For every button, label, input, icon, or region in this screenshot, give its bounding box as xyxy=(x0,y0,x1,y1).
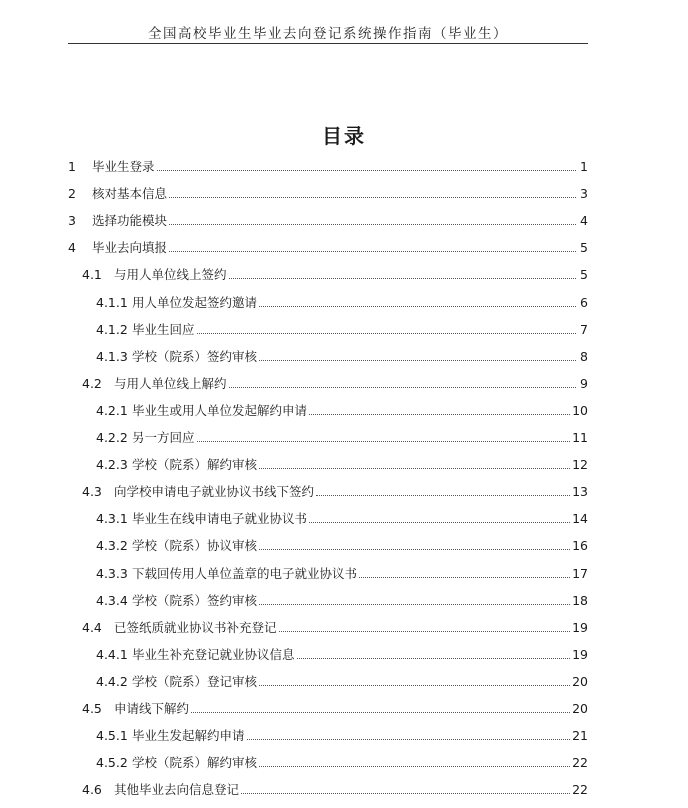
toc-entry-number: 4 xyxy=(68,240,76,256)
toc-entry-title: 下载回传用人单位盖章的电子就业协议书 xyxy=(132,565,358,581)
toc-entry-page: 21 xyxy=(572,728,588,744)
toc-entry-title: 另一方回应 xyxy=(132,430,195,445)
toc-entry[interactable] xyxy=(68,238,588,256)
toc-entry[interactable] xyxy=(68,211,588,229)
toc-entry-page: 1 xyxy=(580,159,588,174)
toc-entry-number: 4.1.2 xyxy=(96,321,128,337)
toc-leader-dots xyxy=(169,251,576,252)
toc-entry[interactable] xyxy=(96,753,588,771)
toc-leader-dots xyxy=(297,658,571,659)
toc-entry-number: 4.6 xyxy=(82,782,102,798)
toc-leader-dots xyxy=(191,712,570,713)
toc-entry[interactable] xyxy=(96,591,588,609)
toc-leader-dots xyxy=(169,224,576,225)
toc-entry-title: 毕业去向填报 xyxy=(92,240,168,256)
toc-entry-title: 学校（院系）登记审核 xyxy=(132,673,258,689)
toc-entry-title: 毕业生在线申请电子就业协议书 xyxy=(132,511,308,527)
toc-entry-number: 4.1.3 xyxy=(96,348,128,364)
toc-entry-page: 4 xyxy=(580,213,588,229)
toc-entry-page: 5 xyxy=(580,267,588,283)
toc-entry-number: 3 xyxy=(68,213,76,229)
toc-entry-number: 4.3 xyxy=(82,484,102,500)
toc-entry-number: 4.4.2 xyxy=(96,673,128,689)
toc-entry-title: 毕业生发起解约申请 xyxy=(132,728,245,744)
toc-entry[interactable] xyxy=(82,374,588,392)
running-header: 全国高校毕业生毕业去向登记系统操作指南（毕业生） xyxy=(148,26,508,42)
toc-entry[interactable] xyxy=(96,726,588,744)
toc-entry-page: 19 xyxy=(572,619,588,635)
toc-leader-dots xyxy=(359,577,570,578)
toc-entry-number: 4.3.3 xyxy=(96,565,128,581)
toc-entry[interactable] xyxy=(68,157,588,175)
toc-entry-number: 4.5 xyxy=(82,701,102,716)
toc-entry-page: 13 xyxy=(572,484,588,500)
toc-entry-title: 学校（院系）解约审核 xyxy=(132,755,258,771)
toc-entry-number: 4.3.1 xyxy=(96,511,128,527)
toc-entry-page: 22 xyxy=(572,782,588,798)
toc-entry-number: 4.4.1 xyxy=(96,646,128,662)
toc-leader-dots xyxy=(259,360,576,361)
toc-entry[interactable] xyxy=(96,401,588,419)
toc-entry-page: 5 xyxy=(580,240,588,256)
toc-leader-dots xyxy=(259,549,570,550)
toc-entry[interactable] xyxy=(82,699,588,717)
toc-leader-dots xyxy=(259,685,570,686)
toc-entry-page: 9 xyxy=(580,375,588,391)
toc-entry-title: 已签纸质就业协议书补充登记 xyxy=(114,619,277,635)
toc-entry-number: 2 xyxy=(68,186,76,202)
toc-entry[interactable] xyxy=(96,536,588,554)
toc-entry-page: 19 xyxy=(572,646,588,662)
toc-entry-title: 申请线下解约 xyxy=(114,701,190,716)
toc-entry[interactable] xyxy=(96,564,588,582)
toc-entry[interactable] xyxy=(82,618,588,636)
toc-entry-number: 4.2.1 xyxy=(96,402,128,418)
toc-entry-title: 学校（院系）签约审核 xyxy=(132,348,258,364)
toc-entry-title: 与用人单位线上签约 xyxy=(114,267,227,283)
toc-entry-page: 18 xyxy=(572,592,588,608)
toc-leader-dots xyxy=(316,495,570,496)
toc-entry-page: 20 xyxy=(572,701,588,716)
toc-entry-number: 4.2 xyxy=(82,375,102,391)
toc-entry-page: 3 xyxy=(580,186,588,202)
toc-leader-dots xyxy=(157,170,576,171)
toc-entry-page: 10 xyxy=(572,402,588,418)
toc-entry-page: 22 xyxy=(572,755,588,771)
toc-entry-number: 4.5.2 xyxy=(96,755,128,771)
toc-leader-dots xyxy=(259,306,576,307)
toc-entry-title: 毕业生或用人单位发起解约申请 xyxy=(132,402,308,418)
toc-entry-page: 17 xyxy=(572,565,588,581)
toc-entry-title: 毕业生补充登记就业协议信息 xyxy=(132,646,295,662)
toc-entry-number: 4.4 xyxy=(82,619,102,635)
toc-leader-dots xyxy=(229,387,576,388)
toc-entry[interactable] xyxy=(96,645,588,663)
toc-leader-dots xyxy=(259,766,570,767)
toc-entry-page: 20 xyxy=(572,673,588,689)
toc-entry[interactable] xyxy=(96,509,588,527)
toc-entry-title: 学校（院系）签约审核 xyxy=(132,592,258,608)
toc-entry-title: 用人单位发起签约邀请 xyxy=(132,294,258,310)
toc-title: 目录 xyxy=(322,124,366,148)
toc-leader-dots xyxy=(309,522,570,523)
toc-entry-title: 毕业生回应 xyxy=(132,321,195,337)
toc-entry-title: 学校（院系）解约审核 xyxy=(132,457,258,473)
toc-leader-dots xyxy=(279,631,571,632)
toc-entry[interactable] xyxy=(96,672,588,690)
toc-entry-title: 毕业生登录 xyxy=(92,159,155,174)
toc-entry-page: 6 xyxy=(580,294,588,310)
toc-entry-number: 1 xyxy=(68,159,76,174)
toc-entry-title: 核对基本信息 xyxy=(92,186,168,202)
toc-entry-number: 4.3.2 xyxy=(96,538,128,554)
toc-entry-number: 4.1.1 xyxy=(96,294,128,310)
toc-entry-page: 12 xyxy=(572,457,588,473)
toc-entry[interactable] xyxy=(82,780,588,798)
toc-entry[interactable] xyxy=(82,482,588,500)
toc-entry[interactable] xyxy=(68,184,588,202)
toc-entry-title: 其他毕业去向信息登记 xyxy=(114,782,240,798)
toc-entry-number: 4.5.1 xyxy=(96,728,128,744)
header-rule xyxy=(68,43,588,44)
toc-entry-title: 向学校申请电子就业协议书线下签约 xyxy=(114,484,315,500)
toc-entry-page: 16 xyxy=(572,538,588,554)
toc-leader-dots xyxy=(309,414,570,415)
toc-entry[interactable] xyxy=(96,293,588,311)
toc-leader-dots xyxy=(169,197,576,198)
toc-leader-dots xyxy=(259,604,570,605)
toc-entry-page: 11 xyxy=(572,430,588,445)
toc-leader-dots xyxy=(229,278,576,279)
toc-entry[interactable] xyxy=(96,428,588,446)
toc-entry[interactable] xyxy=(96,347,588,365)
toc-entry-title: 与用人单位线上解约 xyxy=(114,375,227,391)
toc-leader-dots xyxy=(197,441,571,442)
toc-leader-dots xyxy=(241,793,570,794)
toc-entry[interactable] xyxy=(96,455,588,473)
toc-entry[interactable] xyxy=(96,320,588,338)
toc-entry-number: 4.1 xyxy=(82,267,102,283)
toc-entry-page: 14 xyxy=(572,511,588,527)
toc-entry-title: 学校（院系）协议审核 xyxy=(132,538,258,554)
toc-entry-title: 选择功能模块 xyxy=(92,213,168,229)
toc-entry[interactable] xyxy=(82,265,588,283)
toc-entry-number: 4.2.3 xyxy=(96,457,128,473)
toc-entry-page: 7 xyxy=(580,321,588,337)
toc-leader-dots xyxy=(197,333,576,334)
toc-leader-dots xyxy=(259,468,570,469)
toc-entry-number: 4.2.2 xyxy=(96,430,128,445)
toc-leader-dots xyxy=(247,739,571,740)
toc-entry-number: 4.3.4 xyxy=(96,592,128,608)
toc-entry-page: 8 xyxy=(580,348,588,364)
